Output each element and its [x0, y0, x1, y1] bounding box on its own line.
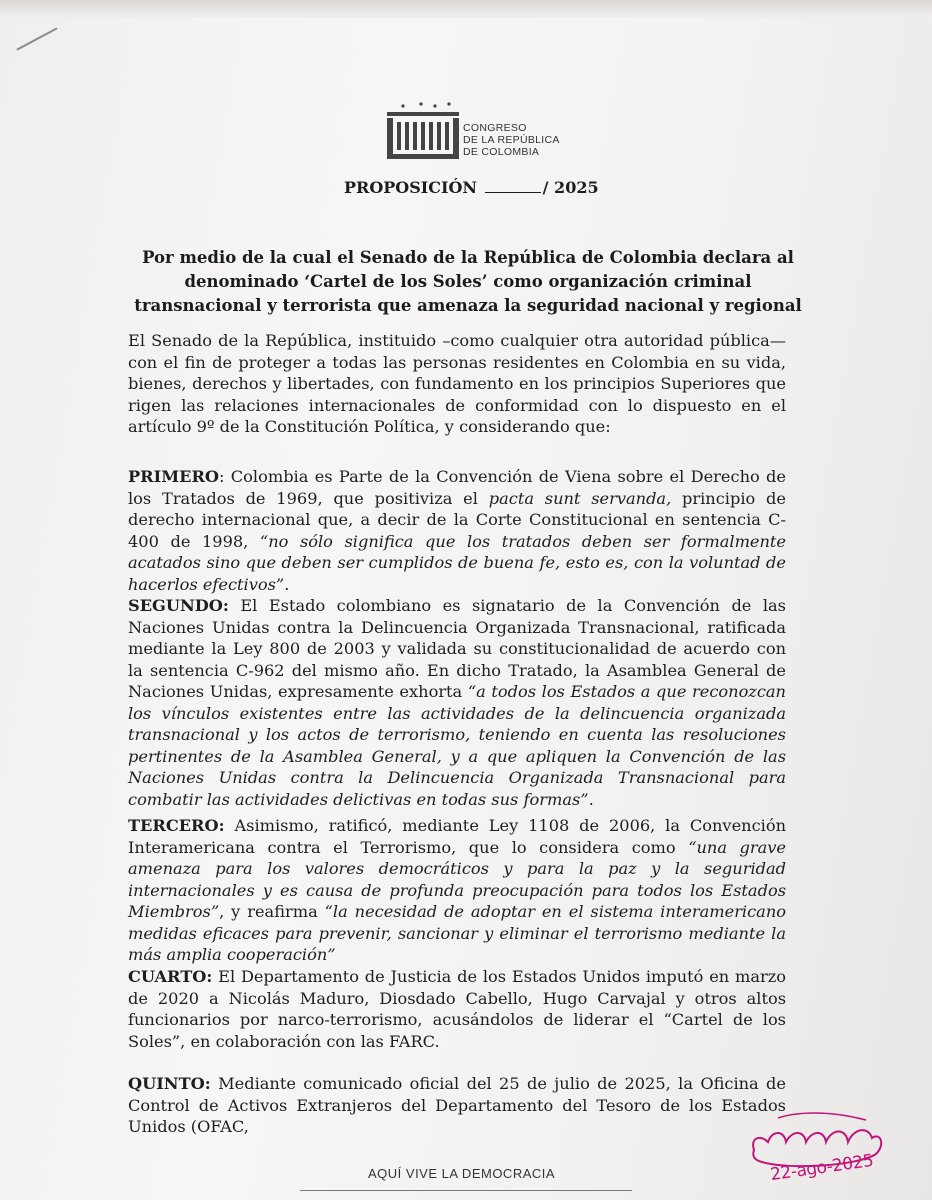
- congress-logo-text: [463, 122, 560, 158]
- clause-text: : Colombia es Parte de la Convención de Viena sobre el Derecho de los Tratados de 1969, que positiviza el: [128, 467, 786, 508]
- intro-paragraph: El Senado de la República, instituido –como cualquier otra autoridad pública— con el fin de proteger a todas las personas residentes en Colombia en su vida, bienes, derechos y libertades, con fundamento en los principios Superiores que rigen las relaciones internacionales de conformidad con lo dispuesto en el artículo 9º de la Constitución Política, y considerando que:: [128, 331, 786, 436]
- clause-text: principio de derecho internacional que, a decir de la Corte Constitucional en sentencia C-400 de 1998,: [128, 488, 786, 551]
- document-heading: Por medio de la cual el Senado de la República de Colombia declara al denominado ‘Cartel de los Soles’ como organización criminal transnacional y terrorista que amenaza la seguridad nacional y regional: [134, 248, 802, 315]
- footer-divider: [300, 1190, 632, 1191]
- clause-quote: “a todos los Estados a que reconozcan los vínculos existentes entre las actividades de la delincuencia organizada transnacional y los actos de terrorismo, teniendo en cuenta las resoluciones pertinentes de la Asamblea General, y a que apliquen la Convención de las Naciones Unidas contra la Delincuencia Organizada Transnacional para combatir las actividades delictivas en todas sus formas”: [128, 682, 786, 809]
- clause-text: Asimismo, ratificó, mediante Ley 1108 de 2006, la Convención Interamericana contra el Terrorismo, que lo considera como: [128, 816, 786, 857]
- page-shadow: [0, 0, 932, 18]
- logo-line: CONGRESO: [463, 122, 527, 134]
- number-blank: [485, 178, 541, 193]
- clause-quote: “una grave amenaza para los valores democráticos y para la paz y la seguridad internacionales y es causa de profunda preocupación para todos los Estados Miembros”: [128, 837, 786, 921]
- handwritten-date: 22-ago-2025: [769, 1150, 875, 1186]
- logo-line: DE LA REPÚBLICA: [463, 134, 560, 146]
- tercero-paragraph: [128, 815, 786, 966]
- clause-text: .: [588, 789, 594, 809]
- primero-paragraph: [128, 466, 786, 595]
- clause-label: CUARTO:: [128, 967, 213, 986]
- cuarto-paragraph: [128, 966, 786, 1052]
- title-year: / 2025: [542, 178, 599, 197]
- clause-text: .: [284, 574, 290, 594]
- document-title: [344, 178, 599, 197]
- clause-label: PRIMERO: [128, 467, 220, 486]
- segundo-paragraph: [128, 595, 786, 810]
- clause-label: TERCERO:: [128, 816, 225, 835]
- clause-text: El Departamento de Justicia de los Estados Unidos imputó en marzo de 2020 a Nicolás Maduro, Diosdado Cabello, Hugo Carvajal y otros altos funcionarios por narco-terrorismo, acusándolos de liderar el “Cartel de los Soles”, en colaboración con las FARC.: [128, 967, 786, 1051]
- clause-quote: “no sólo significa que los tratados deben ser formalmente acatados sino que deben ser cumplidos de buena fe, esto es, con la voluntad de hacerlos efectivos”: [128, 531, 787, 594]
- clause-text: Mediante comunicado oficial del 25 de julio de 2025, la Oficina de Control de Activos Extranjeros del Departamento del Tesoro de los Estados Unidos (OFAC,: [128, 1074, 786, 1136]
- clause-italic: pacta sunt servanda,: [488, 488, 672, 508]
- quinto-paragraph: [128, 1073, 786, 1138]
- title-prefix: PROPOSICIÓN: [344, 178, 478, 197]
- clause-label: QUINTO:: [128, 1074, 211, 1093]
- clause-text: , y reafirma: [219, 902, 325, 921]
- clause-quote: “la necesidad de adoptar en el sistema interamericano medidas eficaces para prevenir, sancionar y eliminar el terrorismo mediante la más amplia cooperación”: [128, 902, 786, 964]
- clause-text: El Estado colombiano es signatario de la Convención de las Naciones Unidas contra la Delincuencia Organizada Transnacional, ratificada mediante la Ley 800 de 2003 y validada su constitucionalidad de acuerdo con la sentencia C-962 del mismo año. En dicho Tratado, la Asamblea General de Naciones Unidas, expresamente exhorta: [128, 596, 786, 701]
- footer-motto: AQUÍ VIVE LA DEMOCRACIA: [368, 1166, 556, 1181]
- clause-label: SEGUNDO:: [128, 596, 229, 615]
- logo-line: DE COLOMBIA: [463, 146, 540, 158]
- staple-mark: [16, 27, 58, 50]
